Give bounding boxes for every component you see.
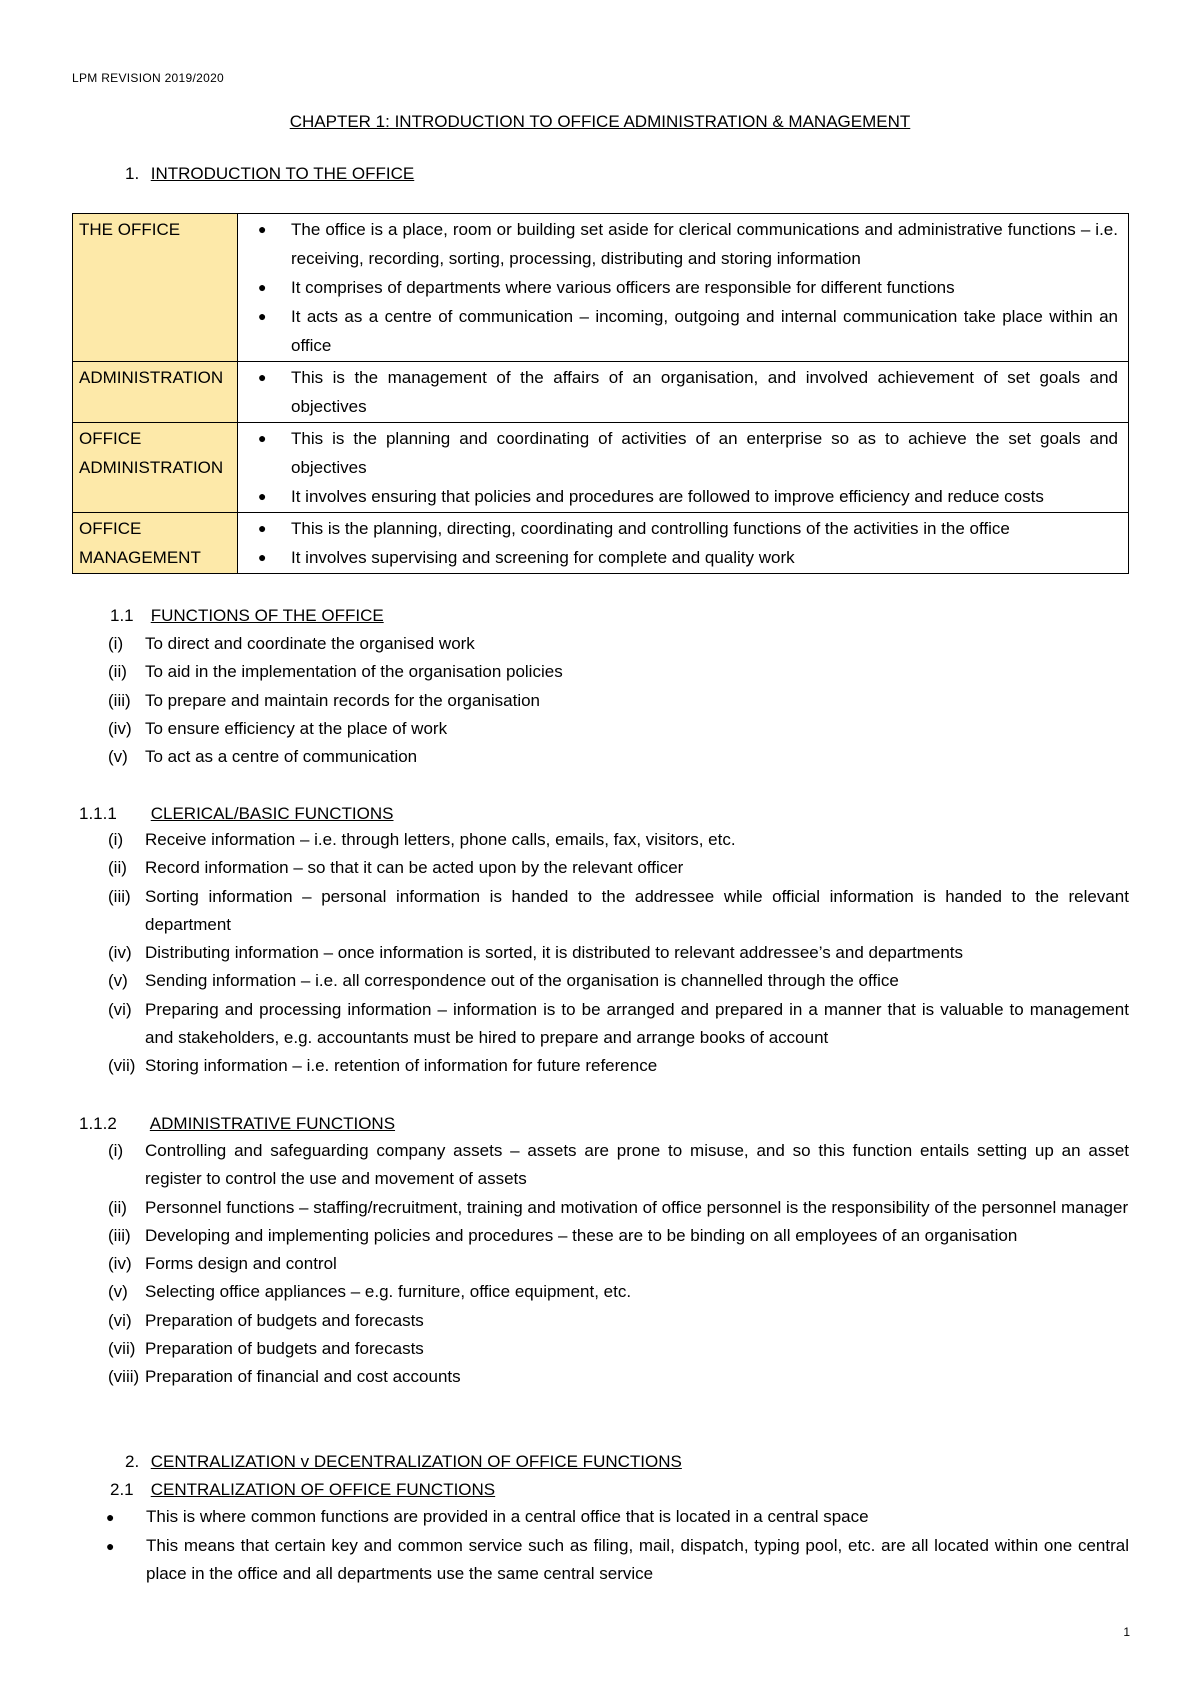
list-item: (ii) To aid in the implementation of the organisation policies xyxy=(108,662,563,682)
section-1-1-2-heading xyxy=(79,1110,395,1139)
definition-description xyxy=(238,513,1129,574)
section-2-heading xyxy=(125,1448,682,1477)
centralization-bullets xyxy=(104,1503,1129,1589)
definition-description xyxy=(238,423,1129,513)
bullet-icon: ● xyxy=(258,308,267,324)
section-number: 1. xyxy=(125,164,140,183)
section-title: FUNCTIONS OF THE OFFICE xyxy=(150,606,384,625)
bullet-icon: ● xyxy=(258,520,267,536)
bullet-icon: ● xyxy=(258,221,267,237)
section-2-1-heading xyxy=(110,1476,495,1505)
definition-point: ● It involves supervising and screening for complete and quality work xyxy=(256,543,1118,572)
list-item: (vi) Preparation of budgets and forecasts xyxy=(108,1310,424,1330)
list-item: (v) Selecting office appliances – e.g. furniture, office equipment, etc. xyxy=(108,1282,632,1302)
list-item: (iv) Forms design and control xyxy=(108,1254,337,1274)
section-title: CENTRALIZATION v DECENTRALIZATION OF OFFICE FUNCTIONS xyxy=(150,1452,682,1471)
bullet-icon: ● xyxy=(258,549,267,565)
definition-row xyxy=(73,423,1129,513)
list-item: (i) Receive information – i.e. through letters, phone calls, emails, fax, visitors, etc. xyxy=(108,830,736,849)
list-item: (iv) To ensure efficiency at the place of work xyxy=(108,718,448,738)
section-1-1-heading xyxy=(110,602,384,631)
bullet-item: ● This means that certain key and common service such as filing, mail, dispatch, typing pool, etc. are all located within one central place in the office and all departments use the same central service xyxy=(104,1532,1129,1589)
section-number: 1.1.2 xyxy=(79,1114,117,1133)
section-title: INTRODUCTION TO THE OFFICE xyxy=(150,164,415,183)
definitions-table xyxy=(72,213,1129,574)
section-1-1-1-heading xyxy=(79,800,394,829)
definition-description xyxy=(238,362,1129,423)
definition-point: ● The office is a place, room or building set aside for clerical communications and administrative functions – i.e. receiving, recording, sorting, processing, distributing and storing information xyxy=(256,215,1118,273)
section-title: CLERICAL/BASIC FUNCTIONS xyxy=(150,804,394,823)
definition-point: ● This is the planning and coordinating of activities of an enterprise so as to achieve the set goals and objectives xyxy=(256,424,1118,482)
definition-point: ● It acts as a centre of communication – incoming, outgoing and internal communication take place within an office xyxy=(256,302,1118,360)
section-1-heading xyxy=(125,160,414,189)
list-item: (viii) Preparation of financial and cost accounts xyxy=(108,1367,461,1387)
bullet-icon: ● xyxy=(258,430,267,446)
list-item: (iii) Sorting information – personal information is handed to the addressee while official information is handed to the relevant department xyxy=(108,886,1129,934)
bullet-icon: ● xyxy=(258,369,267,385)
header-note: LPM REVISION 2019/2020 xyxy=(72,71,225,85)
list-item: (iii) To prepare and maintain records for the organisation xyxy=(108,690,541,710)
section-title: ADMINISTRATIVE FUNCTIONS xyxy=(149,1114,396,1133)
clerical-functions-list xyxy=(72,826,1129,1081)
page-number: 1 xyxy=(1123,1625,1130,1639)
definition-point: ● It involves ensuring that policies and procedures are followed to improve efficiency and reduce costs xyxy=(256,482,1118,511)
list-item: (vi) Preparing and processing information – information is to be arranged and prepared in a manner that is valuable to management and stakeholders, e.g. accountants must be hired to prepare and arrange books of account xyxy=(108,999,1129,1048)
list-item: (i) Controlling and safeguarding company assets – assets are prone to misuse, and so this function entails setting up an asset register to control the use and movement of assets xyxy=(108,1141,1129,1189)
list-item: (iv) Distributing information – once information is sorted, it is distributed to relevant addressee’s and departments xyxy=(108,943,964,963)
definition-row xyxy=(73,513,1129,574)
list-item: (vii) Preparation of budgets and forecasts xyxy=(108,1339,424,1359)
definition-point: ● This is the management of the affairs of an organisation, and involved achievement of set goals and objectives xyxy=(256,363,1118,421)
list-item: (ii) Personnel functions – staffing/recruitment, training and motivation of office personnel is the responsibility of the personnel manager xyxy=(108,1197,1129,1217)
definition-term: ADMINISTRATION xyxy=(73,362,238,423)
definition-row xyxy=(73,362,1129,423)
list-item: (v) Sending information – i.e. all correspondence out of the organisation is channelled through the office xyxy=(108,971,899,991)
definition-point: ● This is the planning, directing, coordinating and controlling functions of the activities in the office xyxy=(256,514,1118,543)
definition-term: OFFICE MANAGEMENT xyxy=(73,513,238,574)
bullet-icon: ● xyxy=(106,1509,115,1525)
list-item: (iii) Developing and implementing policies and procedures – these are to be binding on all employees of an organisation xyxy=(108,1225,1018,1245)
list-item: (ii) Record information – so that it can be acted upon by the relevant officer xyxy=(108,858,684,878)
bullet-icon: ● xyxy=(106,1537,115,1554)
section-number: 1.1.1 xyxy=(79,804,117,823)
definition-term: OFFICE ADMINISTRATION xyxy=(73,423,238,513)
definition-description xyxy=(238,214,1129,362)
definition-row xyxy=(73,214,1129,362)
section-number: 2.1 xyxy=(110,1480,134,1499)
administrative-functions-list xyxy=(72,1137,1129,1392)
bullet-icon: ● xyxy=(258,488,267,504)
list-item: (vii) Storing information – i.e. retention of information for future reference xyxy=(108,1056,658,1076)
section-number: 2. xyxy=(125,1452,140,1471)
bullet-icon: ● xyxy=(258,279,267,295)
definition-term: THE OFFICE xyxy=(73,214,238,362)
bullet-item: ● This is where common functions are provided in a central office that is located in a central space xyxy=(104,1503,1129,1532)
definition-point: ● It comprises of departments where various officers are responsible for different functions xyxy=(256,273,1118,302)
section-number: 1.1 xyxy=(110,606,134,625)
section-title: CENTRALIZATION OF OFFICE FUNCTIONS xyxy=(150,1480,496,1499)
list-item: (v) To act as a centre of communication xyxy=(108,747,418,767)
list-item: (i) To direct and coordinate the organised work xyxy=(108,634,475,653)
office-functions-list xyxy=(72,630,1129,771)
chapter-title: CHAPTER 1: INTRODUCTION TO OFFICE ADMINISTRATION & MANAGEMENT xyxy=(289,112,911,131)
